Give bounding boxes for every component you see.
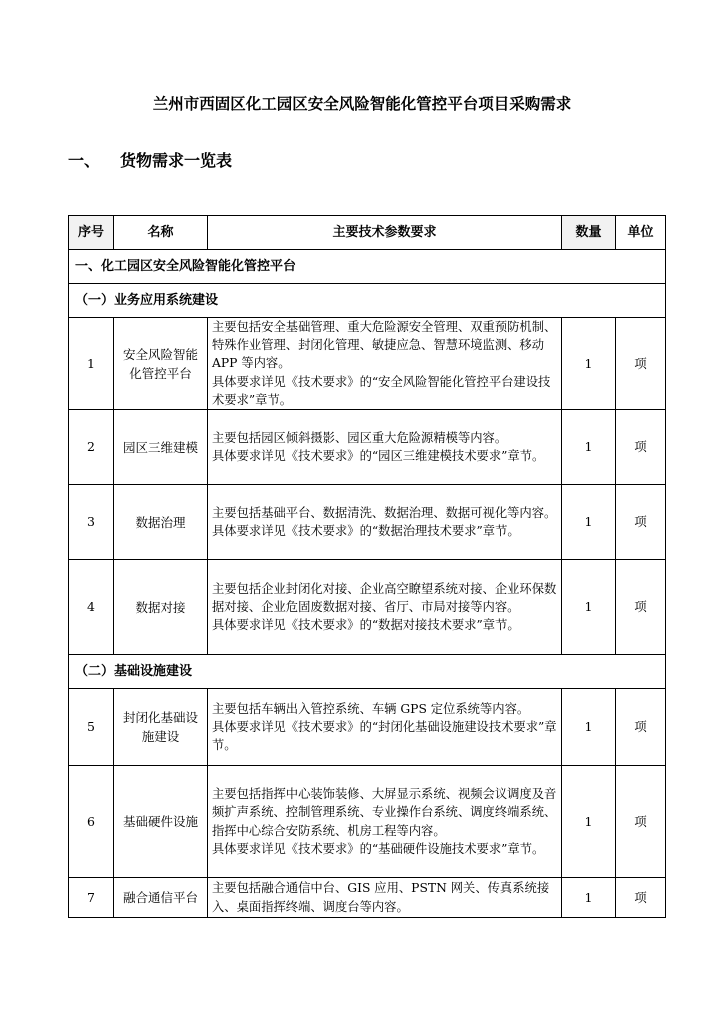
row-qty: 1 bbox=[562, 560, 616, 655]
row-qty: 1 bbox=[562, 318, 616, 410]
row-qty: 1 bbox=[562, 878, 616, 918]
spec-text: 主要包括融合通信中台、GIS 应用、PSTN 网关、传真系统接入、桌面指挥终端、调度台等内容。 bbox=[212, 881, 550, 914]
table-row bbox=[69, 410, 666, 485]
spec-text: 主要包括指挥中心装饰装修、大屏显示系统、视频会议调度及音频扩声系统、控制管理系统、专业操作台系统、调度终端系统、指挥中心综合安防系统、机房工程等内容。 bbox=[212, 787, 557, 838]
row-name: 安全风险智能化管控平台 bbox=[114, 318, 208, 410]
group-title: （二）基础设施建设 bbox=[69, 655, 666, 689]
section-text: 货物需求一览表 bbox=[120, 151, 233, 170]
spec-reference: 具体要求详见《技术要求》的“基础硬件设施技术要求”章节。 bbox=[212, 841, 545, 856]
row-name: 数据治理 bbox=[114, 485, 208, 560]
row-spec bbox=[208, 410, 562, 485]
goods-requirement-table bbox=[68, 215, 666, 918]
row-qty: 1 bbox=[562, 485, 616, 560]
spec-reference: 具体要求详见《技术要求》的“园区三维建模技术要求”章节。 bbox=[212, 449, 545, 464]
row-unit: 项 bbox=[616, 560, 666, 655]
category-title: 一、化工园区安全风险智能化管控平台 bbox=[69, 250, 666, 284]
section-number: 一、 bbox=[68, 151, 101, 170]
spec-reference: 具体要求详见《技术要求》的“数据对接技术要求”章节。 bbox=[212, 618, 520, 633]
row-qty: 1 bbox=[562, 689, 616, 766]
spec-text: 主要包括园区倾斜摄影、园区重大危险源精模等内容。 bbox=[212, 430, 508, 445]
group-title: （一）业务应用系统建设 bbox=[69, 284, 666, 318]
row-seq: 5 bbox=[69, 689, 114, 766]
row-spec bbox=[208, 878, 562, 918]
row-spec bbox=[208, 318, 562, 410]
row-spec bbox=[208, 560, 562, 655]
row-unit: 项 bbox=[616, 878, 666, 918]
row-seq: 7 bbox=[69, 878, 114, 918]
row-qty: 1 bbox=[562, 766, 616, 878]
spec-reference: 具体要求详见《技术要求》的“封闭化基础设施建设技术要求”章节。 bbox=[212, 719, 557, 753]
table-row bbox=[69, 318, 666, 410]
row-spec bbox=[208, 485, 562, 560]
header-unit: 单位 bbox=[616, 216, 666, 250]
row-seq: 1 bbox=[69, 318, 114, 410]
row-unit: 项 bbox=[616, 318, 666, 410]
row-name: 数据对接 bbox=[114, 560, 208, 655]
table-row bbox=[69, 689, 666, 766]
row-spec bbox=[208, 689, 562, 766]
header-seq: 序号 bbox=[69, 216, 114, 250]
group-row bbox=[69, 655, 666, 689]
spec-text: 主要包括基础平台、数据清洗、数据治理、数据可视化等内容。 bbox=[212, 505, 557, 520]
row-name: 封闭化基础设施建设 bbox=[114, 689, 208, 766]
row-qty: 1 bbox=[562, 410, 616, 485]
row-unit: 项 bbox=[616, 766, 666, 878]
row-seq: 6 bbox=[69, 766, 114, 878]
row-seq: 3 bbox=[69, 485, 114, 560]
row-name: 基础硬件设施 bbox=[114, 766, 208, 878]
row-unit: 项 bbox=[616, 485, 666, 560]
document-title: 兰州市西固区化工园区安全风险智能化管控平台项目采购需求 bbox=[152, 95, 572, 113]
spec-reference: 具体要求详见《技术要求》的“安全风险智能化管控平台建设技术要求”章节。 bbox=[212, 374, 551, 407]
category-row bbox=[69, 250, 666, 284]
table-header-row bbox=[69, 216, 666, 250]
row-unit: 项 bbox=[616, 689, 666, 766]
header-name: 名称 bbox=[114, 216, 208, 250]
header-qty: 数量 bbox=[562, 216, 616, 250]
row-unit: 项 bbox=[616, 410, 666, 485]
table-row bbox=[69, 878, 666, 918]
spec-text: 主要包括车辆出入管控系统、车辆 GPS 定位系统等内容。 bbox=[212, 701, 530, 716]
row-seq: 4 bbox=[69, 560, 114, 655]
table-row bbox=[69, 485, 666, 560]
spec-text: 主要包括企业封闭化对接、企业高空瞭望系统对接、企业环保数据对接、企业危固废数据对接、省厅、市局对接等内容。 bbox=[212, 581, 557, 614]
header-spec: 主要技术参数要求 bbox=[208, 216, 562, 250]
row-spec bbox=[208, 766, 562, 878]
row-name: 园区三维建模 bbox=[114, 410, 208, 485]
group-row bbox=[69, 284, 666, 318]
spec-text: 主要包括安全基础管理、重大危险源安全管理、双重预防机制、特殊作业管理、封闭化管理、敏捷应急、智慧环境监测、移动 APP 等内容。 bbox=[212, 320, 557, 371]
table-row bbox=[69, 766, 666, 878]
table-row bbox=[69, 560, 666, 655]
spec-reference: 具体要求详见《技术要求》的“数据治理技术要求”章节。 bbox=[212, 524, 520, 539]
row-name: 融合通信平台 bbox=[114, 878, 208, 918]
row-seq: 2 bbox=[69, 410, 114, 485]
section-heading bbox=[68, 148, 232, 171]
